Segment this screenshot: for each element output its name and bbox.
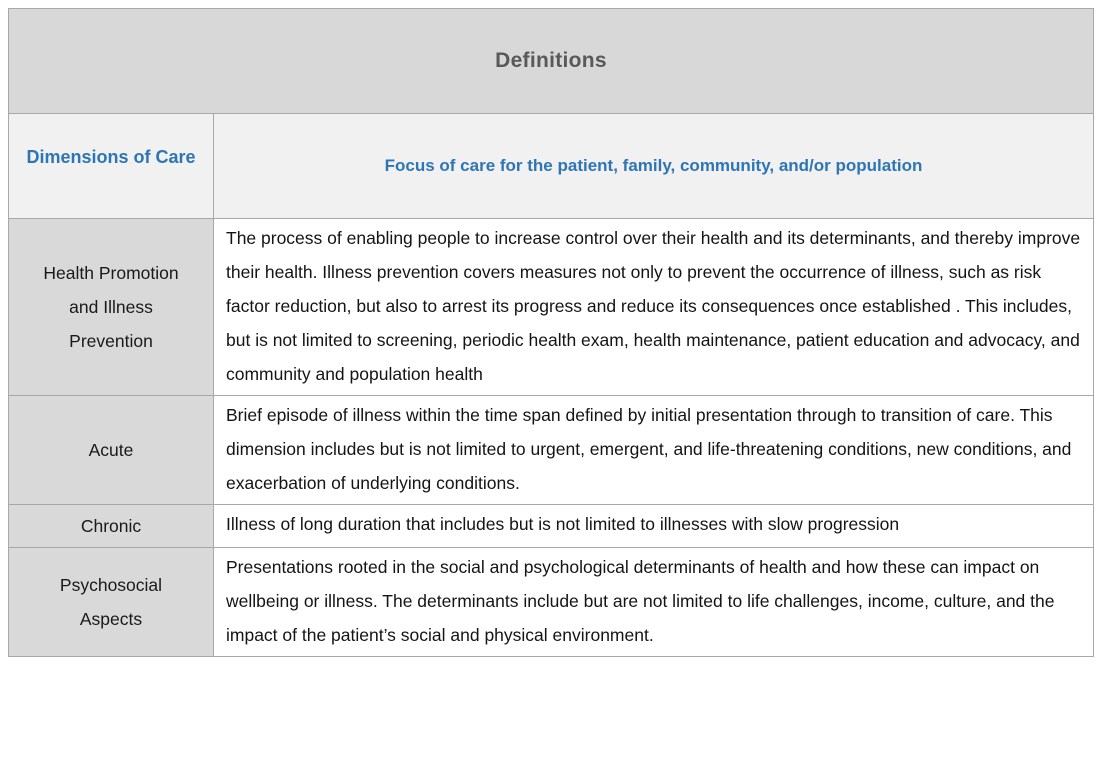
column-header-dimensions-of-care: Dimensions of Care [9,114,214,219]
definition-cell-health-promotion: The process of enabling people to increase control over their health and its determinants, and thereby improve their health. Illness prevention covers measures not only to prevent the occurrence of illness, such as risk factor reduction, but also to arrest its progress and reduce its consequences once established . This includes, but is not limited to screening, periodic health exam, health maintenance, patient education and advocacy, and community and population health [214,219,1094,396]
table-row-health-promotion [9,219,1094,396]
title-row [9,9,1094,114]
table-title: Definitions [9,9,1094,114]
column-header-row [9,114,1094,219]
definition-cell-chronic: Illness of long duration that includes but is not limited to illnesses with slow progression [214,505,1094,548]
column-header-focus-of-care: Focus of care for the patient, family, community, and/or population [214,114,1094,219]
definition-cell-acute: Brief episode of illness within the time span defined by initial presentation through to transition of care. This dimension includes but is not limited to urgent, emergent, and life-threatening conditions, new conditions, and exacerbation of underlying conditions. [214,396,1094,505]
definitions-table [8,8,1094,657]
definition-cell-psychosocial: Presentations rooted in the social and psychological determinants of health and how these can impact on wellbeing or illness. The determinants include but are not limited to life challenges, income, culture, and the impact of the patient’s social and physical environment. [214,548,1094,657]
term-cell-acute: Acute [9,396,214,505]
table-row-chronic [9,505,1094,548]
term-cell-health-promotion: Health Promotion and Illness Prevention [9,219,214,396]
table-row-acute [9,396,1094,505]
term-cell-chronic: Chronic [9,505,214,548]
table-row-psychosocial [9,548,1094,657]
term-cell-psychosocial: Psychosocial Aspects [9,548,214,657]
